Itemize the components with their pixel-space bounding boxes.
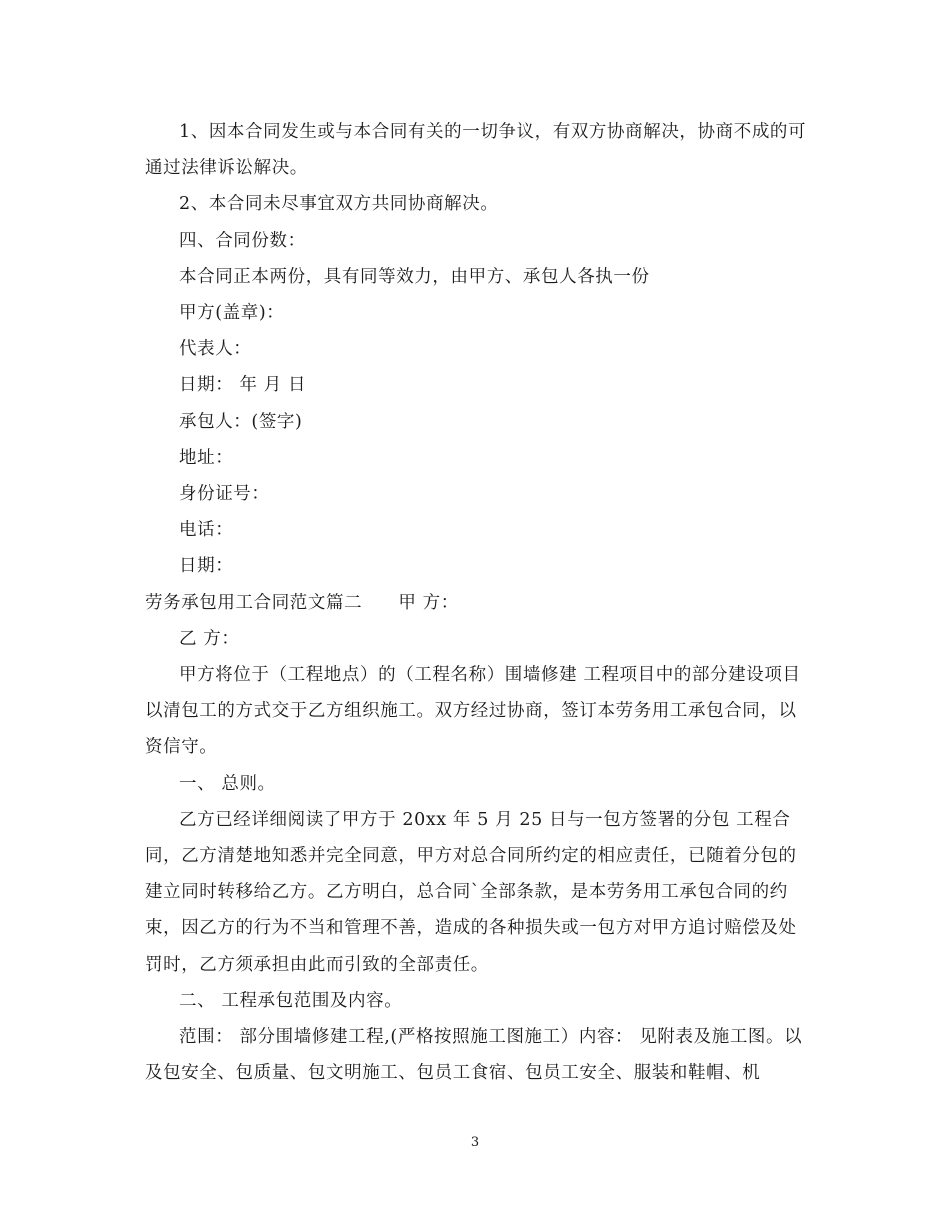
page-number: 3: [470, 1135, 480, 1150]
party-b-line: 乙 方：: [179, 628, 240, 649]
signature-date-b: 日期：: [179, 556, 234, 577]
signature-phone: 电话：: [179, 520, 234, 541]
contract-two-title: 劳务承包用工合同范文篇二 甲 方：: [145, 592, 459, 613]
paragraph-project-intro: 甲方将位于（工程地点）的（工程名称）围墙修建 工程项目中的部分建设项目以清包工的方式交于乙方组织施工。双方经过协商，签订本劳务用工承包合同，以资信守。: [145, 665, 801, 758]
document-body: [145, 114, 811, 1091]
signature-representative: 代表人：: [179, 339, 252, 360]
signature-party-a: 甲方(盖章)：: [179, 303, 285, 324]
signature-date-a: 日期： 年 月 日: [179, 375, 307, 396]
paragraph-scope: 范围： 部分围墙修建工程,(严格按照施工图施工）内容： 见附表及施工图。以及包安全、包质量、包文明施工、包员工食宿、包员工安全、服装和鞋帽、机: [145, 1027, 803, 1084]
signature-address: 地址：: [179, 447, 234, 468]
section-heading-copies: 四、合同份数：: [179, 230, 306, 251]
paragraph-dispute-resolution: 1、因本合同发生或与本合同有关的一切争议，有双方协商解决，协商不成的可通过法律诉讼解决。: [145, 122, 807, 179]
signature-contractor: 承包人：(签字): [179, 411, 303, 432]
paragraph-copies: 本合同正本两份，具有同等效力，由甲方、承包人各执一份: [179, 266, 650, 287]
paragraph-general-terms: 乙方已经详细阅读了甲方于 20xx 年 5 月 25 日与一包方签署的分包 工程合同，乙方清楚地知悉并完全同意，甲方对总合同所约定的相应责任，已随着分包的建立同时转移给乙方。乙方明白，总合同`全部条款，是本劳务用工承包合同的约束，因乙方的行为不当和管理不善，造成的各种损失或一包方对甲方追讨赔偿及处罚时，乙方须承担由此而引致的全部责任。: [145, 809, 797, 975]
section-heading-general: 一、 总则。: [179, 773, 276, 794]
paragraph-unresolved-matters: 2、本合同未尽事宜双方共同协商解决。: [179, 194, 499, 215]
section-heading-scope: 二、 工程承包范围及内容。: [179, 990, 403, 1011]
signature-id-number: 身份证号：: [179, 484, 270, 505]
